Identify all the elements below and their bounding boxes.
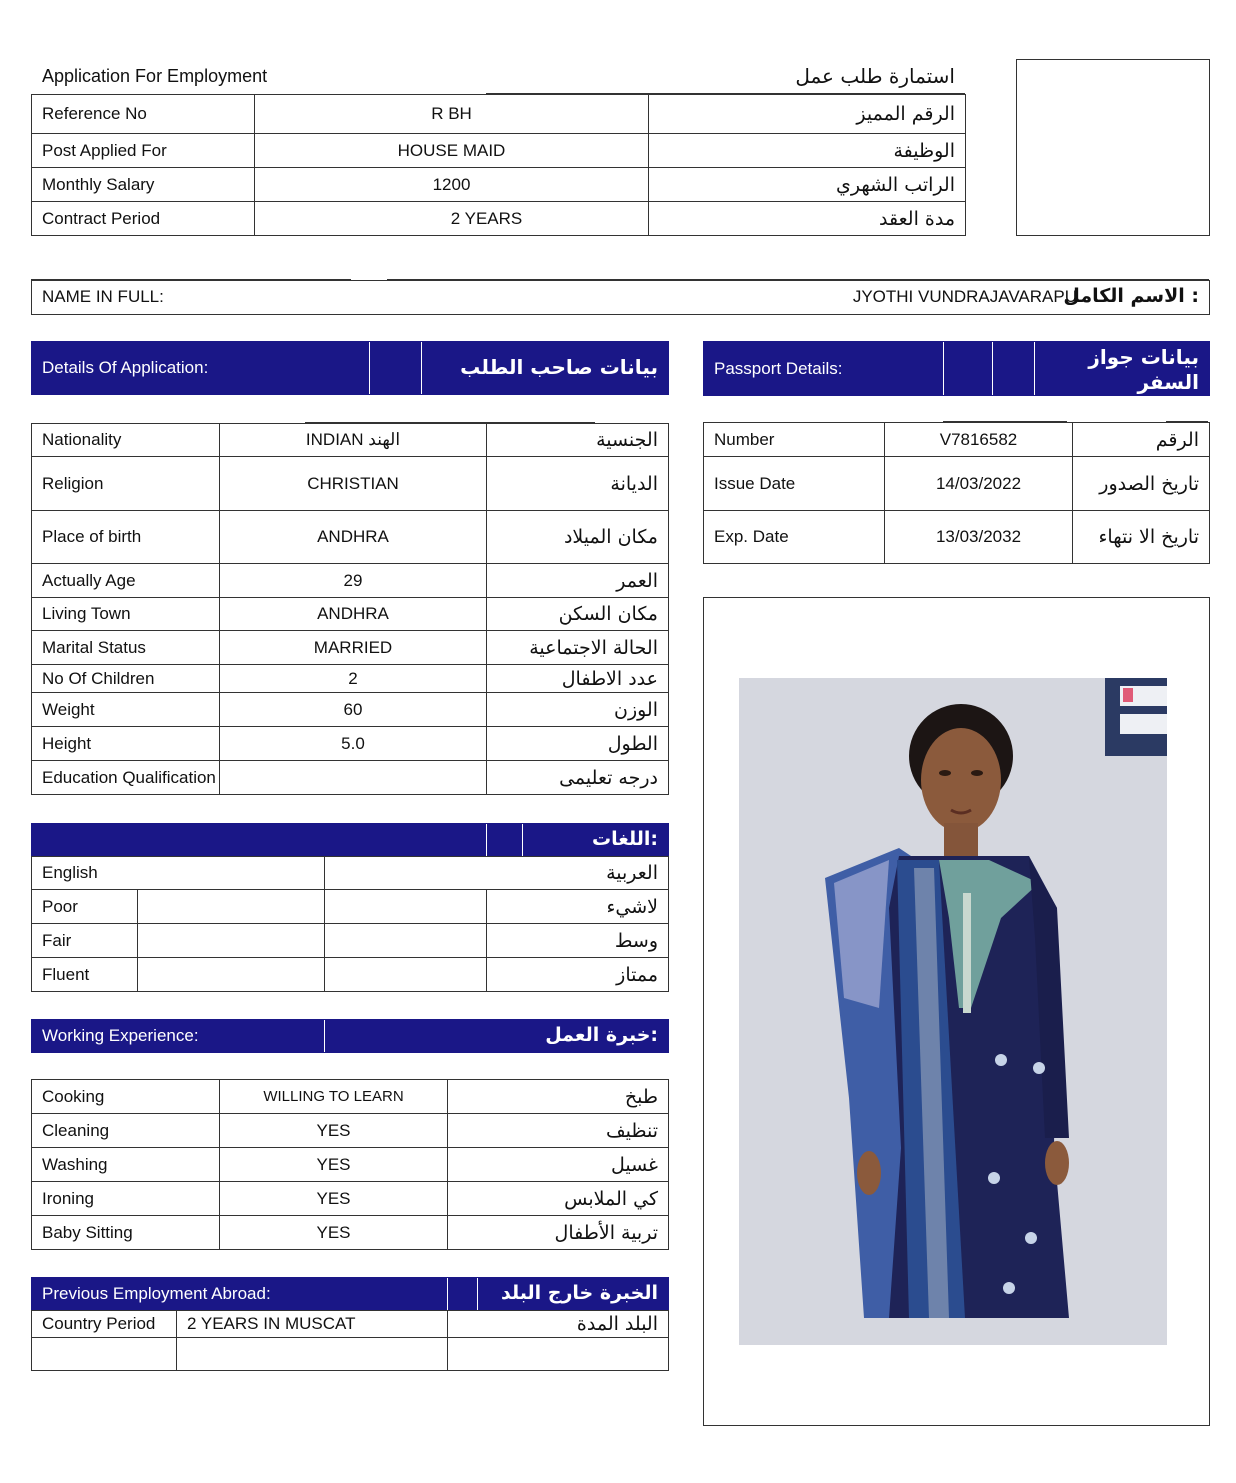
cleaning-value: YES [220,1114,448,1148]
babysitting-label-ar: تربية الأطفال [448,1216,669,1250]
expiry-date-label-ar: تاريخ الا نتهاء [1073,511,1210,564]
cooking-label: Cooking [32,1080,220,1114]
table-row [704,511,1210,564]
children-label-ar: عدد الاطفال [487,665,669,693]
table-row [32,1216,669,1250]
empty-cell [32,1338,177,1371]
expiry-date-value: 13/03/2032 [885,511,1073,564]
height-value: 5.0 [220,727,487,761]
bar-divider [992,342,993,395]
experience-header-bar [31,1019,669,1053]
language-level-poor: Poor [32,890,138,924]
name-value: JYOTHI VUNDRAJAVARAPU [852,287,1077,306]
weight-value: 60 [220,693,487,727]
table-row [32,1080,669,1114]
living-town-value: ANDHRA [220,598,487,631]
table-row [32,457,669,511]
language-cell [138,924,325,958]
languages-title-ar: :اللغات [592,828,658,850]
languages-english-header: English [32,857,325,890]
table-row [32,958,669,992]
passport-number-label: Number [704,423,885,457]
table-row [32,727,669,761]
ironing-label-ar: كي الملابس [448,1182,669,1216]
babysitting-value: YES [220,1216,448,1250]
issue-date-label: Issue Date [704,457,885,511]
language-level-fair-ar: وسط [487,924,669,958]
table-row [32,1311,669,1338]
header-row-post [32,134,966,168]
post-label: Post Applied For [32,134,255,168]
empty-cell [448,1338,669,1371]
country-period-value: 2 YEARS IN MUSCAT [177,1311,448,1338]
children-value: 2 [220,665,487,693]
marital-value: MARRIED [220,631,487,665]
nationality-label-ar: الجنسية [487,424,669,457]
abroad-title-en: Previous Employment Abroad: [42,1284,271,1303]
application-table [31,423,669,795]
education-label-ar: درجه تعليمى [487,761,669,795]
birthplace-value: ANDHRA [220,511,487,564]
applicant-photo-illustration [739,678,1167,1345]
header-table [31,94,966,236]
birthplace-label-ar: مكان الميلاد [487,511,669,564]
contract-label: Contract Period [32,202,255,236]
age-label-ar: العمر [487,564,669,598]
table-row [32,564,669,598]
header-row-reference [32,95,966,134]
marital-label-ar: الحالة الاجتماعية [487,631,669,665]
bar-divider [324,1020,325,1052]
age-value: 29 [220,564,487,598]
ironing-label: Ironing [32,1182,220,1216]
cleaning-label-ar: تنظيف [448,1114,669,1148]
small-photo-box [1016,59,1210,236]
living-town-label: Living Town [32,598,220,631]
children-label: No Of Children [32,665,220,693]
table-row [32,1338,669,1371]
header-row-salary [32,168,966,202]
bar-divider [447,1278,448,1310]
country-period-label: Country Period [32,1311,177,1338]
weight-label: Weight [32,693,220,727]
experience-table [31,1079,669,1250]
language-cell [138,890,325,924]
application-header-bar [31,341,669,395]
languages-table [31,856,669,992]
abroad-table [31,1310,669,1371]
education-value [220,761,487,795]
experience-title-ar: :خبرة العمل [545,1024,658,1046]
table-row [32,598,669,631]
table-row [32,1148,669,1182]
languages-arabic-header: العربية [325,857,669,890]
language-level-poor-ar: لاشيء [487,890,669,924]
contract-label-ar: مدة العقد [649,202,966,236]
abroad-header-bar [31,1277,669,1311]
application-title-en: Details Of Application: [42,358,209,377]
salary-label: Monthly Salary [32,168,255,202]
bar-divider [486,824,487,856]
reference-label: Reference No [32,95,255,134]
issue-date-value: 14/03/2022 [885,457,1073,511]
bar-divider [1034,342,1035,395]
language-cell [325,924,487,958]
form-title-en: Application For Employment [42,66,268,86]
table-row [32,924,669,958]
bar-divider [421,342,422,394]
name-row [31,280,1210,315]
language-level-fair: Fair [32,924,138,958]
form-title-ar: استمارة طلب عمل [795,64,955,88]
cooking-label-ar: طبخ [448,1080,669,1114]
cooking-value: WILLING TO LEARN [220,1080,448,1114]
passport-number-value: V7816582 [885,423,1073,457]
babysitting-label: Baby Sitting [32,1216,220,1250]
table-row [32,511,669,564]
washing-label-ar: غسيل [448,1148,669,1182]
country-period-label-ar: البلد المدة [448,1311,669,1338]
empty-cell [177,1338,448,1371]
ironing-value: YES [220,1182,448,1216]
passport-title-ar: بيانات جواز السفر [1088,345,1199,394]
table-row [32,761,669,795]
experience-title-en: Working Experience: [42,1026,199,1045]
table-row [32,857,669,890]
birthplace-label: Place of birth [32,511,220,564]
salary-label-ar: الراتب الشهري [649,168,966,202]
height-label: Height [32,727,220,761]
applicant-photo [739,678,1167,1345]
bar-divider [943,342,944,395]
washing-label: Washing [32,1148,220,1182]
reference-label-ar: الرقم المميز [649,95,966,134]
bar-divider [522,824,523,856]
table-row [32,424,669,457]
passport-table [703,422,1210,564]
post-label-ar: الوظيفة [649,134,966,168]
table-row [32,693,669,727]
washing-value: YES [220,1148,448,1182]
languages-header-bar [31,823,669,857]
marital-label: Marital Status [32,631,220,665]
language-level-fluent-ar: ممتاز [487,958,669,992]
name-label: NAME IN FULL: [42,287,164,306]
nationality-value: INDIAN الهند [220,424,487,457]
contract-value: 2 YEARS [255,202,649,236]
language-cell [325,958,487,992]
post-value: HOUSE MAID [255,134,649,168]
religion-value: CHRISTIAN [220,457,487,511]
header-row-contract [32,202,966,236]
bar-divider [369,342,370,394]
height-label-ar: الطول [487,727,669,761]
table-row [704,423,1210,457]
application-title-ar: بيانات صاحب الطلب [460,355,658,379]
passport-number-label-ar: الرقم [1073,423,1210,457]
issue-date-label-ar: تاريخ الصدور [1073,457,1210,511]
salary-value: 1200 [255,168,649,202]
passport-header-bar [703,341,1210,396]
religion-label-ar: الديانة [487,457,669,511]
table-row [32,890,669,924]
expiry-date-label: Exp. Date [704,511,885,564]
table-row [704,457,1210,511]
language-cell [325,890,487,924]
name-label-ar: : الاسم الكامل [1063,285,1199,307]
bar-divider [477,1278,478,1310]
age-label: Actually Age [32,564,220,598]
religion-label: Religion [32,457,220,511]
language-level-fluent: Fluent [32,958,138,992]
reference-value: R BH [255,95,649,134]
cleaning-label: Cleaning [32,1114,220,1148]
education-label: Education Qualification [32,761,220,795]
passport-title-en: Passport Details: [714,359,843,378]
table-row [32,1114,669,1148]
nationality-label: Nationality [32,424,220,457]
table-row [32,631,669,665]
table-row [32,665,669,693]
table-row [32,1182,669,1216]
living-town-label-ar: مكان السكن [487,598,669,631]
language-cell [138,958,325,992]
abroad-title-ar: الخبرة خارج البلد [501,1282,658,1304]
weight-label-ar: الوزن [487,693,669,727]
